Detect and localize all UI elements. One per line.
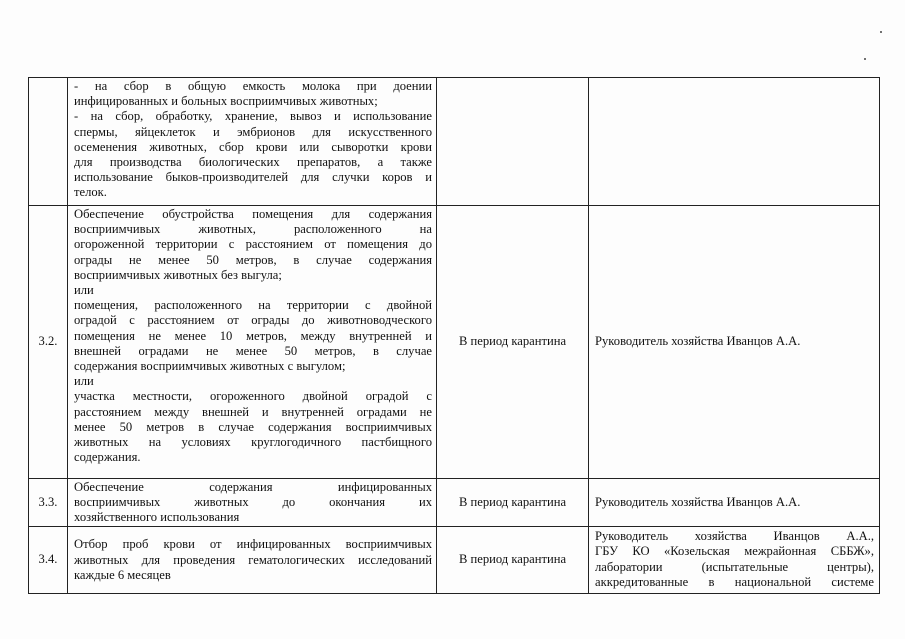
table-row [29, 479, 880, 527]
action-line: восприимчивых животных до окончания их [74, 495, 432, 510]
action-line: участка местности, огороженного двойной оградой с [74, 389, 432, 404]
action-line: менее 50 метров в случае содержания восприимчивых [74, 419, 432, 434]
action-line: инфицированных и больных восприимчивых животных; [74, 94, 378, 109]
responsible-line: Руководитель хозяйства Иванцов А.А. [595, 334, 801, 349]
action-line: телок. [74, 185, 107, 200]
term-cell: В период карантина [437, 479, 589, 527]
scan-speck [864, 58, 866, 60]
action-line: огороженной территории с расстоянием от помещения до [74, 237, 432, 252]
action-line: ограды не менее 50 метров, в случае содержания [74, 252, 432, 267]
action-line: Обеспечение содержания инфицированных [74, 480, 432, 494]
action-cell [68, 78, 437, 206]
table-row [29, 206, 880, 479]
responsible-line: лаборатории (испытательные центры), [595, 559, 874, 574]
action-line: восприимчивых животных, расположенного на [74, 222, 432, 237]
responsible-line: ГБУ КО «Козельская межрайонная СББЖ», [595, 544, 874, 559]
measures-table [28, 77, 880, 594]
action-line: использование быков-производителей для случки коров и [74, 170, 432, 185]
responsible-line: Руководитель хозяйства Иванцов А.А., [595, 529, 874, 544]
action-line: - на сбор в общую емкость молока при доении [74, 79, 432, 93]
responsible-cell [589, 78, 880, 206]
responsible-cell [589, 206, 880, 479]
row-number [29, 78, 68, 206]
action-line: внешней оградами не менее 50 метров, в случае [74, 343, 432, 358]
action-line: каждые 6 месяцев [74, 567, 171, 582]
action-line: содержания. [74, 450, 141, 465]
action-line: для производства биологических препаратов, а также [74, 155, 432, 170]
action-line: Обеспечение обустройства помещения для содержания [74, 207, 432, 221]
action-cell [68, 206, 437, 479]
term-cell: В период карантина [437, 526, 589, 593]
action-line: помещения не менее 10 метров, между внутренней и [74, 328, 432, 343]
table-row [29, 78, 880, 206]
term-cell [437, 78, 589, 206]
action-cell [68, 479, 437, 527]
action-line: оградой с расстоянием от ограды до животноводческого [74, 313, 432, 328]
action-cell [68, 526, 437, 593]
table-row [29, 526, 880, 593]
responsible-cell [589, 526, 880, 593]
row-number: 3.2. [29, 206, 68, 479]
action-line: или [74, 374, 94, 389]
action-line: или [74, 283, 94, 298]
action-line: спермы, яйцеклеток и эмбрионов для искусственного [74, 124, 432, 139]
action-line: помещения, расположенного на территории с двойной [74, 298, 432, 313]
action-line: - на сбор, обработку, хранение, вывоз и использование [74, 109, 432, 124]
action-line: животных для проведения гематологических исследований [74, 552, 432, 567]
responsible-line: аккредитованные в национальной системе [595, 574, 874, 589]
scan-speck [880, 31, 882, 33]
action-line: расстоянием между внешней и внутренней оградами не [74, 404, 432, 419]
action-line: Отбор проб крови от инфицированных восприимчивых [74, 537, 432, 552]
row-number: 3.4. [29, 526, 68, 593]
action-line: восприимчивых животных без выгула; [74, 267, 282, 282]
action-line: содержания восприимчивых животных с выгулом; [74, 359, 346, 374]
term-cell: В период карантина [437, 206, 589, 479]
row-number: 3.3. [29, 479, 68, 527]
action-line: осеменения животных, сбор крови или сыворотки крови [74, 139, 432, 154]
responsible-line: Руководитель хозяйства Иванцов А.А. [595, 494, 801, 509]
responsible-cell [589, 479, 880, 527]
action-line: животных на условиях круглогодичного пастбищного [74, 435, 432, 450]
action-line: хозяйственного использования [74, 510, 240, 525]
